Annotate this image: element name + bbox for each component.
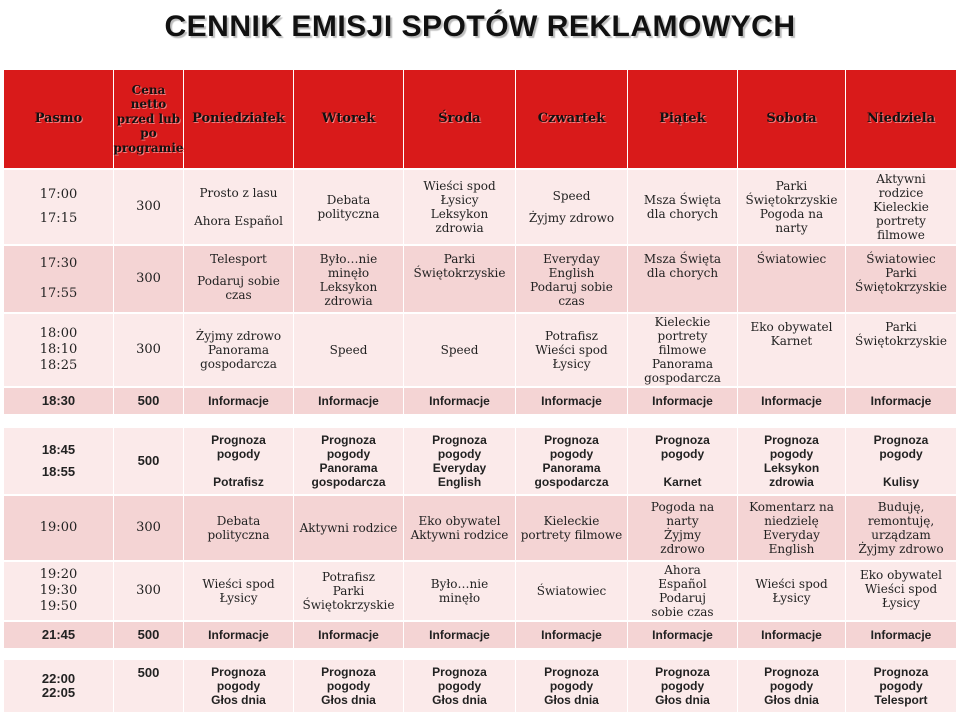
price-cell: 300 xyxy=(114,314,184,386)
program-cell: Msza Święta dla chorych xyxy=(628,246,738,312)
table-row xyxy=(4,562,956,620)
program-cell: Prosto z lasu Ahora Español xyxy=(184,170,294,244)
price-cell: 300 xyxy=(114,496,184,560)
program-cell: Prognoza pogody Głos dnia xyxy=(628,660,738,712)
price-cell: 300 xyxy=(114,170,184,244)
program-cell: Prognoza pogody Telesport xyxy=(846,660,956,712)
program-cell: Informacje xyxy=(516,622,628,648)
program-cell: Prognoza pogody Panorama gospodarcza xyxy=(294,428,404,494)
program-cell: Prognoza pogody Panorama gospodarcza xyxy=(516,428,628,494)
price-cell: 300 xyxy=(114,246,184,312)
program-cell: Prognoza pogody Leksykon zdrowia xyxy=(738,428,846,494)
program-cell: Wieści spod Łysicy Leksykon zdrowia xyxy=(404,170,516,244)
price-cell: 500 xyxy=(114,660,184,712)
program-cell: Informacje xyxy=(846,388,956,414)
header-day: Środa xyxy=(404,70,516,168)
program-cell: Potrafisz Wieści spod Łysicy xyxy=(516,314,628,386)
table-header-row xyxy=(4,70,956,168)
header-pasmo: Pasmo xyxy=(4,70,114,168)
price-cell: 500 xyxy=(114,388,184,414)
program-cell: Światowiec xyxy=(516,562,628,620)
program-cell: Debata polityczna xyxy=(294,170,404,244)
table-row xyxy=(4,496,956,560)
header-day: Wtorek xyxy=(294,70,404,168)
time-slot: 18:30 xyxy=(4,388,114,414)
program-cell: Eko obywatel Karnet xyxy=(738,314,846,386)
program-cell: Prognoza pogody Głos dnia xyxy=(404,660,516,712)
price-cell: 300 xyxy=(114,562,184,620)
program-cell: Informacje xyxy=(846,622,956,648)
program-cell: Informacje xyxy=(184,622,294,648)
program-cell: Speed xyxy=(404,314,516,386)
program-cell: Prognoza pogody Głos dnia xyxy=(738,660,846,712)
header-cena-line: netto xyxy=(130,97,167,112)
time-slot: 17:30 17:55 xyxy=(4,246,114,312)
program-cell: Eko obywatel Aktywni rodzice xyxy=(404,496,516,560)
program-cell: Debata polityczna xyxy=(184,496,294,560)
time-slot: 18:00 18:10 18:25 xyxy=(4,314,114,386)
program-cell: Prognoza pogody Głos dnia xyxy=(516,660,628,712)
program-cell: Speed xyxy=(294,314,404,386)
program-cell: Informacje xyxy=(516,388,628,414)
header-day: Poniedziałek xyxy=(184,70,294,168)
program-cell: Żyjmy zdrowo Panorama gospodarcza xyxy=(184,314,294,386)
time-slot: 19:20 19:30 19:50 xyxy=(4,562,114,620)
table-row xyxy=(4,388,956,414)
program-cell: Kieleckie portrety filmowe Panorama gospodarcza xyxy=(628,314,738,386)
header-cena-line: po xyxy=(140,126,157,141)
program-cell: Informacje xyxy=(294,622,404,648)
header-day: Czwartek xyxy=(516,70,628,168)
program-cell: Światowiec Parki Świętokrzyskie xyxy=(846,246,956,312)
time-slot: 19:00 xyxy=(4,496,114,560)
program-cell: Komentarz na niedzielę Everyday English xyxy=(738,496,846,560)
time-slot: 17:00 17:15 xyxy=(4,170,114,244)
program-cell: Ahora Español Podaruj sobie czas xyxy=(628,562,738,620)
header-day: Niedziela xyxy=(846,70,956,168)
table-row xyxy=(4,428,956,494)
header-cena-line: Cena xyxy=(131,82,166,97)
price-cell: 500 xyxy=(114,622,184,648)
time-slot: 22:00 22:05 xyxy=(4,660,114,712)
program-cell: Informacje xyxy=(404,388,516,414)
price-cell: 500 xyxy=(114,428,184,494)
program-cell: Było…nie minęło Leksykon zdrowia xyxy=(294,246,404,312)
program-cell: Aktywni rodzice xyxy=(294,496,404,560)
table-row xyxy=(4,246,956,312)
page-title: CENNIK EMISJI SPOTÓW REKLAMOWYCH xyxy=(164,10,796,43)
program-cell: Pogoda na narty Żyjmy zdrowo xyxy=(628,496,738,560)
program-cell: Prognoza pogody Karnet xyxy=(628,428,738,494)
program-cell: Informacje xyxy=(628,622,738,648)
program-cell: Potrafisz Parki Świętokrzyskie xyxy=(294,562,404,620)
program-cell: Było…nie minęło xyxy=(404,562,516,620)
program-cell: Prognoza pogody Everyday English xyxy=(404,428,516,494)
program-cell: Informacje xyxy=(628,388,738,414)
header-day: Piątek xyxy=(628,70,738,168)
time-slot: 21:45 xyxy=(4,622,114,648)
program-cell: Światowiec xyxy=(738,246,846,312)
header-day: Sobota xyxy=(738,70,846,168)
table-row xyxy=(4,314,956,386)
program-cell: Everyday English Podaruj sobie czas xyxy=(516,246,628,312)
table-row xyxy=(4,170,956,244)
price-schedule-table xyxy=(4,70,956,716)
program-cell: Informacje xyxy=(404,622,516,648)
program-cell: Speed Żyjmy zdrowo xyxy=(516,170,628,244)
program-cell: Informacje xyxy=(738,388,846,414)
program-cell: Parki Świętokrzyskie Pogoda na narty xyxy=(738,170,846,244)
program-cell: Buduję, remontuję, urządzam Żyjmy zdrowo xyxy=(846,496,956,560)
program-cell: Prognoza pogody Głos dnia xyxy=(294,660,404,712)
program-cell: Wieści spod Łysicy xyxy=(738,562,846,620)
header-cena-line: programie xyxy=(113,140,184,155)
program-cell: Informacje xyxy=(294,388,404,414)
program-cell: Informacje xyxy=(184,388,294,414)
time-slot: 18:45 18:55 xyxy=(4,428,114,494)
program-cell: Prognoza pogody Głos dnia xyxy=(184,660,294,712)
table-row xyxy=(4,622,956,648)
program-cell: Telesport Podaruj sobie czas xyxy=(184,246,294,312)
table-row xyxy=(4,660,956,712)
program-cell: Prognoza pogody Kulisy xyxy=(846,428,956,494)
program-cell: Parki Świętokrzyskie xyxy=(846,314,956,386)
program-cell: Wieści spod Łysicy xyxy=(184,562,294,620)
program-cell: Msza Święta dla chorych xyxy=(628,170,738,244)
program-cell: Kieleckie portrety filmowe xyxy=(516,496,628,560)
program-cell: Eko obywatel Wieści spod Łysicy xyxy=(846,562,956,620)
program-cell: Aktywni rodzice Kieleckie portrety filmowe xyxy=(846,170,956,244)
program-cell: Prognoza pogody Potrafisz xyxy=(184,428,294,494)
header-cena-line: przed lub xyxy=(116,111,181,126)
program-cell: Informacje xyxy=(738,622,846,648)
header-cena xyxy=(114,70,184,168)
program-cell: Parki Świętokrzyskie xyxy=(404,246,516,312)
